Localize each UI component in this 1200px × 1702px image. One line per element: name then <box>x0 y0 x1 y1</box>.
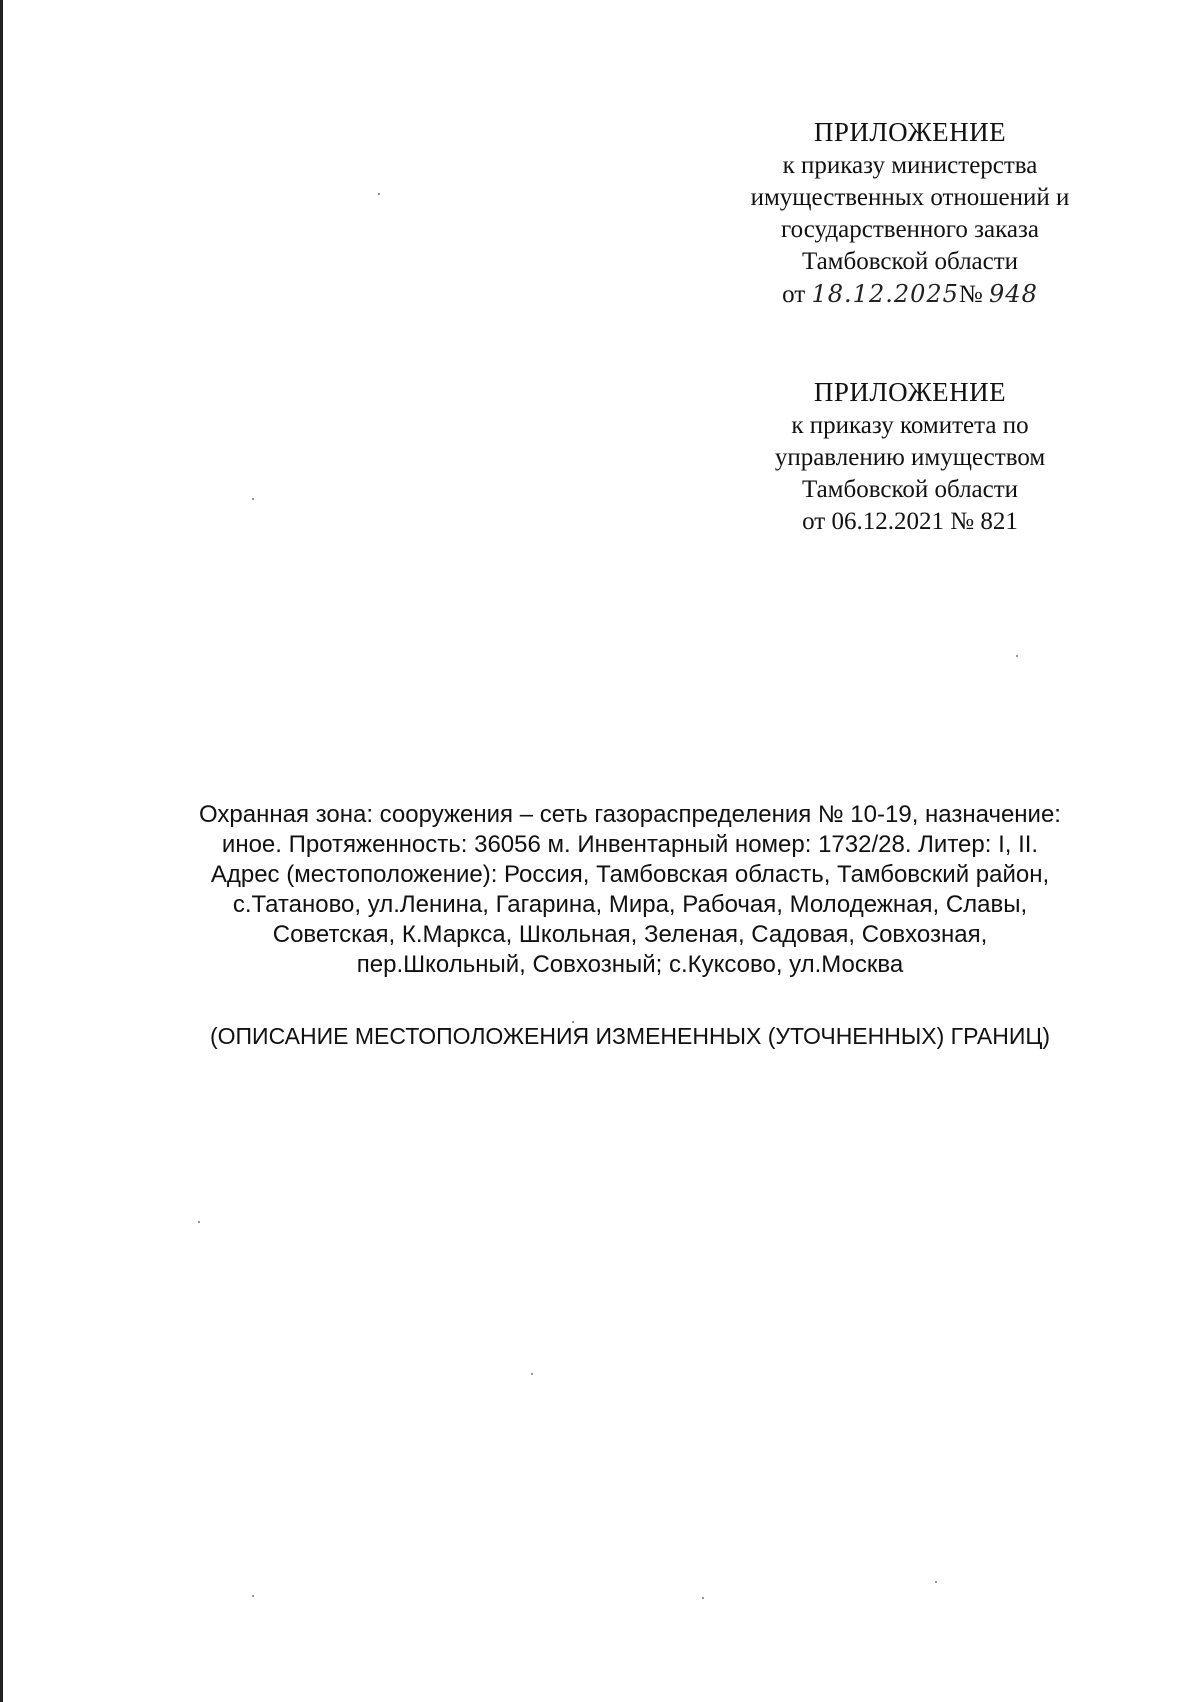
scan-speck <box>378 193 380 195</box>
handwritten-number: 948 <box>989 280 1038 308</box>
description-line: Охранная зона: сооружения – сеть газораспределения № 10-19, назначение: <box>199 801 1061 828</box>
description-line: иное. Протяженность: 36056 м. Инвентарный номер: 1732/28. Литер: I, II. <box>221 831 1039 858</box>
appendix-heading: ПРИЛОЖЕНИЕ <box>813 377 1007 407</box>
appendix-line: имущественных отношений и <box>750 184 1070 211</box>
description-line: Советская, К.Маркса, Школьная, Зеленая, Садовая, Совхозная, <box>272 921 988 948</box>
appendix-heading: ПРИЛОЖЕНИЕ <box>813 117 1007 147</box>
handwritten-date: 18.12.2025 <box>811 280 959 308</box>
appendix-line: Тамбовской области <box>801 248 1019 275</box>
scan-speck <box>198 1221 200 1223</box>
appendix-line: Тамбовской области <box>801 476 1019 503</box>
scan-page-edge <box>0 0 3 1702</box>
scan-speck <box>572 1021 574 1023</box>
description-line: пер.Школьный, Совхозный; с.Куксово, ул.Москва <box>356 951 904 978</box>
description-line: с.Татаново, ул.Ленина, Гагарина, Мира, Рабочая, Молодежная, Славы, <box>232 891 1028 918</box>
scan-speck <box>252 498 254 500</box>
appendix-header-previous <box>690 376 1130 538</box>
protection-zone-description <box>160 800 1100 980</box>
scan-speck <box>702 1597 704 1599</box>
appendix-date-line <box>782 278 1038 311</box>
scan-speck <box>1016 655 1018 657</box>
appendix-line: государственного заказа <box>781 216 1039 243</box>
appendix-line: от 06.12.2021 № 821 <box>802 508 1018 535</box>
description-line: Адрес (местоположение): Россия, Тамбовская область, Тамбовский район, <box>210 861 1050 888</box>
appendix-header-current <box>690 116 1130 311</box>
appendix-line: управлению имуществом <box>774 444 1046 471</box>
number-sign: № <box>958 281 983 308</box>
scan-speck <box>531 1373 533 1375</box>
appendix-line: к приказу комитета по <box>791 412 1029 439</box>
scan-speck <box>252 1595 254 1597</box>
appendix-line: к приказу министерства <box>782 152 1038 179</box>
date-prefix: от <box>782 281 806 308</box>
boundary-description-title: (ОПИСАНИЕ МЕСТОПОЛОЖЕНИЯ ИЗМЕНЕННЫХ (УТОЧНЕННЫХ) ГРАНИЦ) <box>209 1023 1051 1049</box>
scan-speck <box>935 1581 937 1583</box>
